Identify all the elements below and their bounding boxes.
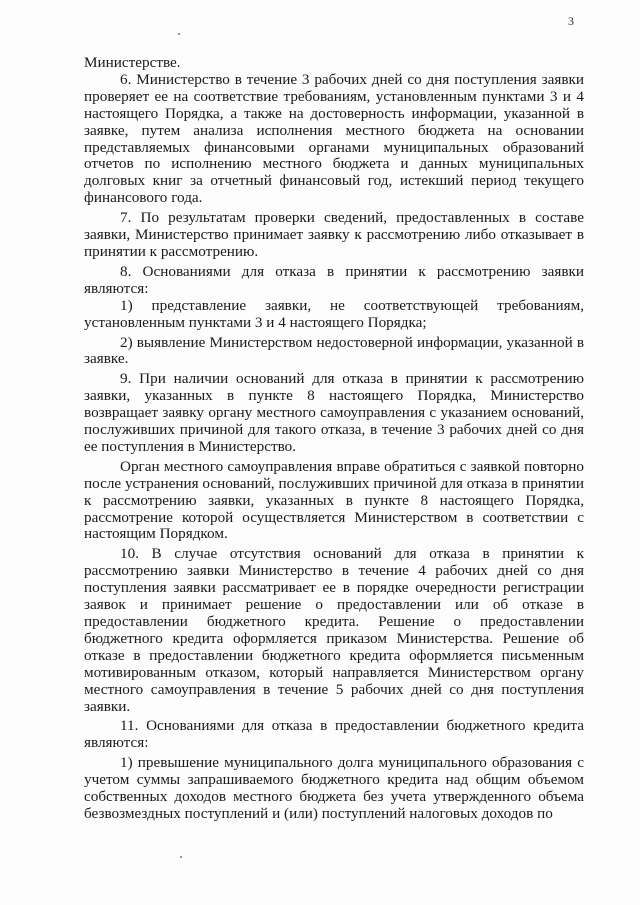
paragraph-resubmission: Орган местного самоуправления вправе обратиться с заявкой повторно после устранения оснований, послуживших причиной для отказа в принятии к рассмотрению заявки, указанных в пункте 8 настоящего Порядка, рассмотрение которой осуществляется Министерством в соответствии с настоящим Порядком. bbox=[84, 457, 584, 543]
paragraph-item-8-1: 1) представление заявки, не соответствующей требованиям, установленным пунктами 3 и 4 настоящего Порядка; bbox=[84, 296, 584, 331]
scan-speck bbox=[180, 856, 182, 858]
paragraph-item-10: 10. В случае отсутствия оснований для отказа в принятии к рассмотрению заявки Министерство в течение 4 рабочих дней со дня поступления заявки рассматривает ее в порядке очередности регистрации заявок и принимает решение о предоставлении или об отказе в предоставлении бюджетного кредита. Решение о предоставлении бюджетного кредита оформляется приказом Министерства. Решение об отказе в предоставлении бюджетного кредита оформляется письменным мотивированным отказом, который направляется Министерством органу местного самоуправления в течение 5 рабочих дней со дня поступления заявки. bbox=[84, 545, 584, 715]
paragraph-item-7: 7. По результатам проверки сведений, предоставленных в составе заявки, Министерство принимает заявку к рассмотрению либо отказывает в принятии к рассмотрению. bbox=[84, 209, 584, 260]
paragraph-item-9: 9. При наличии оснований для отказа в принятии к рассмотрению заявки, указанных в пункте 8 настоящего Порядка, Министерство возвращает заявку органу местного самоуправления с указанием оснований, послуживших причиной для такого отказа, в течение 3 рабочих дней со дня ее поступления в Министерство. bbox=[84, 370, 584, 455]
paragraph-item-8-2: 2) выявление Министерством недостоверной информации, указанной в заявке. bbox=[84, 333, 584, 368]
paragraph-item-8: 8. Основаниями для отказа в принятии к рассмотрению заявки являются: bbox=[84, 262, 584, 297]
scan-speck bbox=[178, 33, 180, 35]
paragraph-continuation: Министерстве. bbox=[84, 54, 181, 71]
paragraph-item-11: 11. Основаниями для отказа в предоставлении бюджетного кредита являются: bbox=[84, 717, 584, 752]
page-number: 3 bbox=[568, 14, 574, 28]
document-body bbox=[84, 55, 584, 823]
paragraph-item-6: 6. Министерство в течение 3 рабочих дней со дня поступления заявки проверяет ее на соответствие требованиям, установленным пунктами 3 и 4 настоящего Порядка, а также на достоверность информации, указанной в заявке, путем анализа исполнения местного бюджета на основании представляемых финансовыми органами муниципальных образований отчетов по исполнению местного бюджета и данных муниципальных долговых книг за отчетный финансовый год, истекший период текущего финансового года. bbox=[84, 70, 584, 207]
paragraph-item-11-1: 1) превышение муниципального долга муниципального образования с учетом суммы запрашиваемого бюджетного кредита над общим объемом собственных доходов местного бюджета без учета утвержденного объема безвозмездных поступлений и (или) поступлений налоговых доходов по bbox=[84, 754, 584, 822]
